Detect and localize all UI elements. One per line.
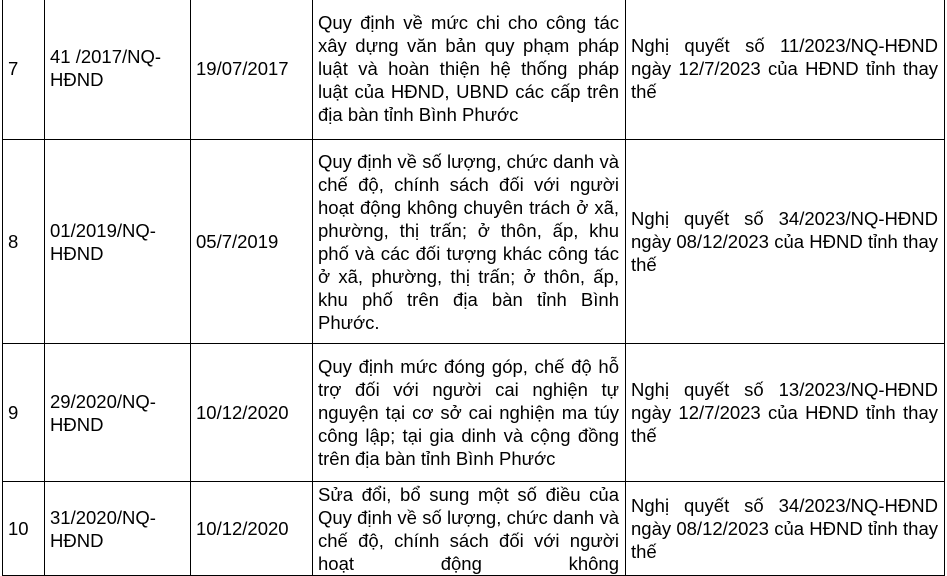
- document-number-cell: 41 /2017/NQ-HĐND: [45, 0, 191, 140]
- table-row: [3, 344, 945, 482]
- document-number-cell: 31/2020/NQ-HĐND: [45, 482, 191, 576]
- row-number-cell: 8: [3, 140, 45, 344]
- replacement-cell: Nghị quyết số 34/2023/NQ-HĐND ngày 08/12/2023 của HĐND tỉnh thay thế: [626, 140, 945, 344]
- replacement-cell: Nghị quyết số 11/2023/NQ-HĐND ngày 12/7/2023 của HĐND tỉnh thay thế: [626, 0, 945, 140]
- document-number-cell: 29/2020/NQ-HĐND: [45, 344, 191, 482]
- content-cell: Quy định mức đóng góp, chế độ hỗ trợ đối với người cai nghiện tự nguyện tại cơ sở cai nghiện ma túy công lập; tại gia dinh và cộng đồng trên địa bàn tỉnh Bình Phước: [313, 344, 626, 482]
- content-cell: Quy định về mức chi cho công tác xây dựng văn bản quy phạm pháp luật và hoàn thiện hệ thống pháp luật của HĐND, UBND các cấp trên địa bàn tỉnh Bình Phước: [313, 0, 626, 140]
- row-number-cell: 7: [3, 0, 45, 140]
- replacement-cell: Nghị quyết số 13/2023/NQ-HĐND ngày 12/7/2023 của HĐND tỉnh thay thế: [626, 344, 945, 482]
- table-row: [3, 0, 945, 140]
- issue-date-cell: 05/7/2019: [191, 140, 313, 344]
- issue-date-cell: 10/12/2020: [191, 482, 313, 576]
- issue-date-cell: 19/07/2017: [191, 0, 313, 140]
- table-row: [3, 140, 945, 344]
- resolution-table: [2, 0, 945, 576]
- issue-date-cell: 10/12/2020: [191, 344, 313, 482]
- content-cell: Quy định về số lượng, chức danh và chế độ, chính sách đối với người hoạt động không chuyên trách ở xã, phường, thị trấn; ở thôn, ấp, khu phố và các đối tượng khác công tác ở xã, phường, thị trấn; ở thôn, ấp, khu phố trên địa bàn tỉnh Bình Phước.: [313, 140, 626, 344]
- row-number-cell: 9: [3, 344, 45, 482]
- replacement-cell: Nghị quyết số 34/2023/NQ-HĐND ngày 08/12/2023 của HĐND tỉnh thay thế: [626, 482, 945, 576]
- table-row: [3, 482, 945, 576]
- content-cell: Sửa đổi, bổ sung một số điều của Quy định về số lượng, chức danh và chế độ, chính sách đối với người hoạt động không: [313, 482, 626, 576]
- document-number-cell: 01/2019/NQ-HĐND: [45, 140, 191, 344]
- row-number-cell: 10: [3, 482, 45, 576]
